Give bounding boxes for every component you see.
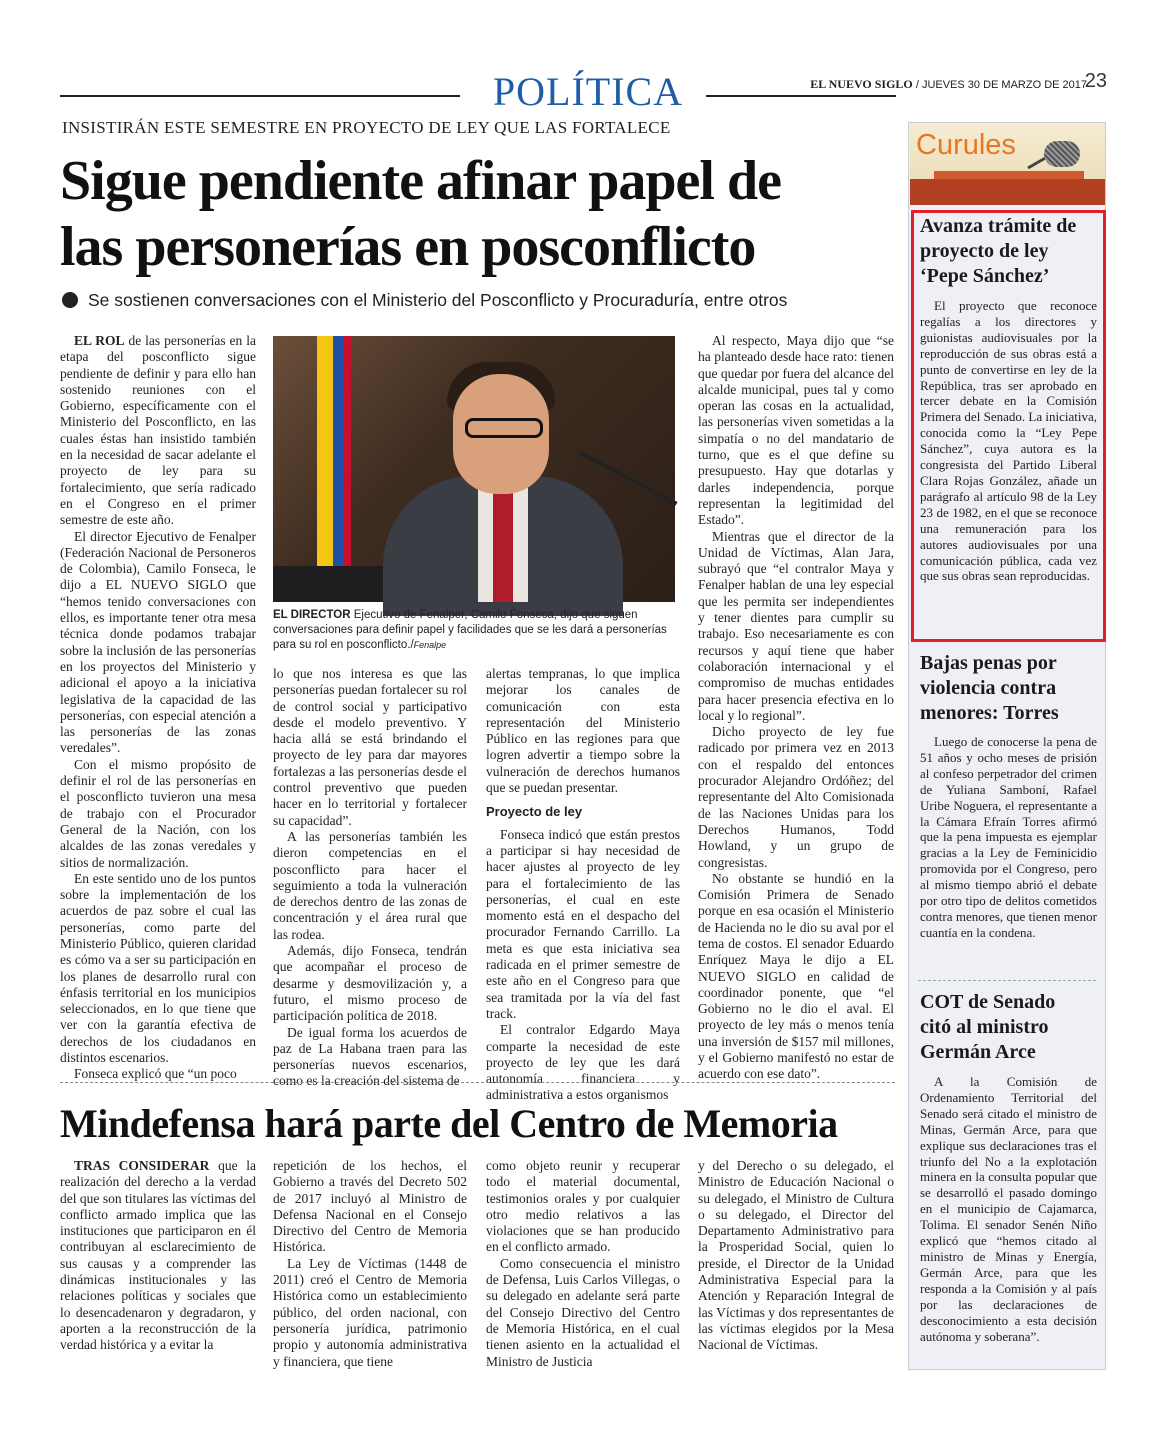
lead-in: EL ROL (74, 333, 125, 348)
photo-caption (273, 608, 678, 653)
article2-column-2 (273, 1158, 467, 1378)
paragraph (60, 529, 256, 757)
paragraph (60, 757, 256, 871)
highlight-box (911, 210, 1106, 642)
microphone-icon (578, 450, 677, 505)
sidebar-divider (918, 980, 1096, 981)
caption-lead: EL DIRECTOR (273, 609, 351, 621)
paragraph (486, 827, 680, 1023)
newspaper-name: EL NUEVO SIGLO (810, 77, 913, 91)
paragraph-text: Mientras que el director de la Unidad de Víctimas, Alan Jara, subrayó que “el contralor Maya y Fenalper hablan de una ley especial que les permita ser independientes y tener dientes para cumplir su trabajo. Eso necesariamente es con recursos y aquí tiene que haber colaboración internacional y el compromiso de muchas entidades para hacer presencia efectiva en lo local y lo regional”. (698, 528, 894, 723)
paragraph-text: El contralor Edgardo Maya comparte la necesidad de este proyecto de ley que les dará autonomía financiera y administrativa a estos organismos (486, 1022, 680, 1103)
article1-column-2 (273, 666, 467, 1089)
article2-column-1 (60, 1158, 256, 1378)
paragraph-text: de las personerías en la etapa del posconflicto sigue pendiente de definir y para ello han sostenido reuniones con el Gobierno, específicamente con el Ministerio del Posconflicto, en las cuales éstas han insistido también en la necesidad de sacar adelante el proyecto de ley para su fortalecimiento, que sería radicado en el Congreso en el primer semestre de este año. (60, 333, 256, 528)
article-kicker: INSISTIRÁN ESTE SEMESTRE EN PROYECTO DE LEY QUE LAS FORTALECE (62, 118, 671, 137)
article1-column-1 (60, 333, 256, 1082)
caption-text: Ejecutivo de Fenalper, Camilo Fonseca, dijo que siguen conversaciones para definir papel y facilidades que se les dará a personerías para su rol en posconflicto./ (273, 609, 667, 651)
paragraph (486, 1022, 680, 1103)
article1-column-3 (486, 666, 680, 1103)
article-headline (60, 148, 880, 280)
paragraph (273, 829, 467, 943)
sidebar-item-3-headline: COT de Senado citó al ministro Germán Arce (920, 991, 1056, 1063)
paragraph-text: Como consecuencia el ministro de Defensa, Luis Carlos Villegas, o su delegado en adelante será parte del Consejo Directivo del Centro de Memoria Histórica, en el cual tienen asiento en la actualidad el Ministro de Justicia (486, 1255, 680, 1369)
article2-column-4 (698, 1158, 894, 1378)
paragraph-text: y del Derecho o su delegado, el Ministro de Educación Nacional o su delegado, el Ministro de Cultura o su delegado, el Director del Departamento Administrativo para la Prosperidad Social, quien lo preside, el Director de la Unidad Administrativa Especial para la Atención y Reparación Integral de las Víctimas y dos representantes de las víctimas elegidos por la Mesa Nacional de Víctimas. (698, 1158, 894, 1353)
paragraph (698, 333, 894, 529)
paragraph-text: Dicho proyecto de ley fue radicado por primera vez en 2013 con el respaldo del entonces procurador Alejandro Ordóñez; del representante del Alto Comisionada de las Naciones Unidas para los Derechos Humanos, Todd Howland, y un grupo de congresistas. (698, 724, 894, 870)
article-photo (273, 336, 675, 602)
photo-glasses (465, 418, 543, 438)
header-rule-left (60, 95, 460, 97)
paragraph (60, 871, 256, 1067)
curules-banner (910, 123, 1105, 205)
paragraph (486, 1158, 680, 1256)
lead-in: TRAS CONSIDERAR (74, 1158, 210, 1173)
headline-line-1: Sigue pendiente afinar papel de (60, 150, 781, 212)
paragraph (60, 1158, 256, 1354)
curules-title: Curules (916, 129, 1016, 161)
sidebar-item-3-text: A la Comisión de Ordenamiento Territorial del Senado será citado el ministro de Minas, Germán Arce, para que explique sus declaraciones tras el triunfo del No a la explotación minera en la consulta popular que se desarrolló el pasado domingo en el municipio de Cajamarca, Tolima. El senador Senén Niño explicó que “hemos citado al ministro de Minas y Energía, Germán Arce, para que les responda a la Comisión y al país por las declaraciones de desconocimiento a esta decisión autónoma y soberana”. (920, 1074, 1097, 1344)
paragraph (273, 1025, 467, 1090)
podium-icon (910, 179, 1105, 205)
paragraph-text: alertas tempranas, lo que implica mejorar los canales de comunicación con esta representación del Ministerio Público en las regiones para que logren advertir a tiempo sobre la vulneración de derechos humanos que se puedan presentar. (486, 666, 680, 796)
headline-line-2: las personerías en posconflicto (60, 216, 756, 278)
paragraph (698, 871, 894, 1083)
paragraph (273, 943, 467, 1024)
paragraph (273, 666, 467, 829)
paragraph-text: En este sentido uno de los puntos sobre la implementación de los acuerdos de paz sobre el cual las personerías, como parte del Ministerio Público, quieren claridad es cómo va a ser su participación en los planes de desarrollo rural con énfasis territorial en los municipios seleccionados, en lo que tiene que ver con la garantía efectiva de derechos de los ciudadanos en distintos escenarios. (60, 870, 256, 1066)
caption-credit: Fenalpe (413, 640, 447, 650)
paragraph (273, 1256, 467, 1370)
sidebar-item-1-headline: Avanza trámite de proyecto de ley ‘Pepe Sánchez’ (920, 215, 1077, 287)
sidebar-item-1-text: El proyecto que reconoce regalías a los directores y guionistas audiovisuales por la reproducción de sus obras está a punto de convertirse en ley de la República, tras ser aprobado en tercer debate en la Comisión Primera del Senado. La iniciativa, conocida como la “Ley Pepe Sánchez”, cuya autora es la congresista del Partido Liberal Clara Rojas González, añade un parágrafo al artículo 98 de la Ley 23 de 1982, en el que se reconoce una remuneración para los autores audiovisuales por una comunicación pública, cada vez que sus obras sean reproducidas. (920, 298, 1097, 584)
photo-tie (493, 486, 513, 602)
microphone-head-icon (1044, 141, 1080, 167)
paragraph-text: El director Ejecutivo de Fenalper (Federación Nacional de Personeros de Colombia), Camilo Fonseca, le dijo a EL NUEVO SIGLO que “hemos tenido conversaciones con ellos, es importante tener otra mesa técnica donde podamos trabajar sobre la inclusión de las personerías en los proyectos del Ministerio y adicional el apoyo a la iniciativa legislativa de la capacidad de las personerías, con especial atención a las personerías de las zonas veredales”. (60, 528, 256, 756)
article-subhead (62, 290, 787, 311)
paragraph-text: Además, dijo Fonseca, tendrán que acompañar el proceso de desarme y desmovilización y, a futuro, el mismo proceso de participación política de 2018. (273, 943, 467, 1024)
flag-stripe-yellow (317, 336, 333, 602)
paragraph-text: como objeto reunir y recuperar todo el material documental, testimonios orales y por cualquier otro medio relativos a las violaciones que se han producido en el conflicto armado. (486, 1158, 680, 1255)
sidebar-item-2-text: Luego de conocerse la pena de 51 años y ocho meses de prisión al confeso perpetrador del crimen de Yuliana Samboní, Rafael Uribe Noguera, el representante a la Cámara Efraín Torres afirmó que la pena impuesta es ejemplar gracias a la Ley de Feminicidio promovida por el Congreso, pero al mismo tiempo abrió el debate por otro tipo de delitos cometidos contra menores, que tienen menor cuantía en la condena. (920, 734, 1097, 940)
flag-stripe-red (343, 336, 351, 602)
paragraph-text: Al respecto, Maya dijo que “se ha planteado desde hace rato: tienen que quedar por fuera del alcance del alcalde municipal, pues tal y como operan las cosas en la actualidad, las personerías viven sometidas a la simpatía o no del mandatario de turno, que es el que define su presupuesto. Hay que dotarlas y darles independencia, porque representan la legitimidad del Estado”. (698, 333, 894, 528)
paragraph-text: Fonseca indicó que están prestos a participar si hay necesidad de hacer ajustes al proyecto de ley para el fortalecimiento de las personerías, el cual en este momento está en el despacho del procurador Fernando Carrillo. La meta es que esta iniciativa sea radicada en el primer semestre de este año en el Congreso para que sea tramitada por la vía del fast track. (486, 826, 680, 1021)
paragraph-text: No obstante se hundió en la Comisión Primera de Senado porque en esa ocasión el Ministerio de Hacienda no le dio su aval por el tema de costos. El senador Eduardo Enríquez Maya le dijo a EL NUEVO SIGLO en calidad de coordinador ponente, que “el Gobierno no le dio el aval. El proyecto de ley más o menos tenía una inversión de $157 mil millones, y el Gobierno manifestó no estar de acuerdo con ese dato”. (698, 870, 894, 1082)
paragraph (60, 1066, 256, 1082)
paragraph-text: lo que nos interesa es que las personerías puedan fortalecer su rol de control social y participativo desde el modelo preventivo. Y hacia allá se está brindando el proyecto de ley para dar mayores fortalezas a las personerías desde el control preventivo que pueden hacer en lo territorial y fortalecer su capacidad”. (273, 666, 467, 828)
paragraph (698, 529, 894, 725)
page-number: 23 (1084, 70, 1107, 92)
paragraph (60, 333, 256, 529)
issue-date: / JUEVES 30 DE MARZO DE 2017 (915, 79, 1087, 91)
paragraph-text: que la realización del derecho a la verdad del que son titulares las víctimas del conflicto armado implica que las instituciones que participaron en él contribuyan al esclarecimiento de sus causas y a comprender las dinámicas institucionales y las relaciones políticas y sociales que lo desencadenaron y degradaron, y aporten a la reconstrucción de la verdad histórica y a evitar la (60, 1158, 256, 1353)
paragraph-text: Fonseca explicó que “un poco (74, 1066, 237, 1082)
subhead-text: Se sostienen conversaciones con el Ministerio del Posconflicto y Procuraduría, entre otros (88, 290, 788, 310)
paragraph-text: Con el mismo propósito de definir el rol de las personerías en el posconflicto tuvieron una mesa de trabajo con el Procurador General de la Nación, con los alcaldes de las zonas veredales y sitios de normalización. (60, 756, 256, 870)
sidebar-item-2-headline: Bajas penas por violencia contra menores: Torres (920, 652, 1059, 724)
paragraph-text: A las personerías también les dieron competencias en el posconflicto para hacer el seguimiento a toda la vulneración de derechos dentro de las zonas de concentración y el área rural que las rodea. (273, 828, 467, 942)
article-divider (60, 1082, 895, 1083)
masthead (810, 77, 1087, 92)
article2-headline: Mindefensa hará parte del Centro de Memoria (60, 1101, 838, 1146)
paragraph-text: De igual forma los acuerdos de paz de La Habana traen para las personerías nuevos escenarios, como es la creación del sistema de (273, 1024, 467, 1089)
paragraph-text: La Ley de Víctimas (1448 de 2011) creó el Centro de Memoria Histórica como un establecimiento público, del orden nacional, con personería jurídica, patrimonio propio y autonomía administrativa y financiera, que tiene (273, 1255, 467, 1369)
bullet-icon (62, 292, 78, 308)
section-title: POLÍTICA (492, 69, 684, 114)
flag-stripe-blue (333, 336, 343, 602)
paragraph (486, 1256, 680, 1370)
paragraph (698, 1158, 894, 1354)
paragraph (698, 724, 894, 871)
paragraph (486, 666, 680, 796)
article1-column-4 (698, 333, 894, 1082)
header-rule-right (706, 95, 896, 97)
paragraph-text: repetición de los hechos, el Gobierno a través del Decreto 502 de 2017 incluyó al Ministro de Defensa Nacional en el Consejo Directivo del Centro de Memoria Histórica. (273, 1158, 467, 1255)
article2-column-3 (486, 1158, 680, 1378)
paragraph (273, 1158, 467, 1256)
section-subhead: Proyecto de ley (486, 804, 583, 820)
